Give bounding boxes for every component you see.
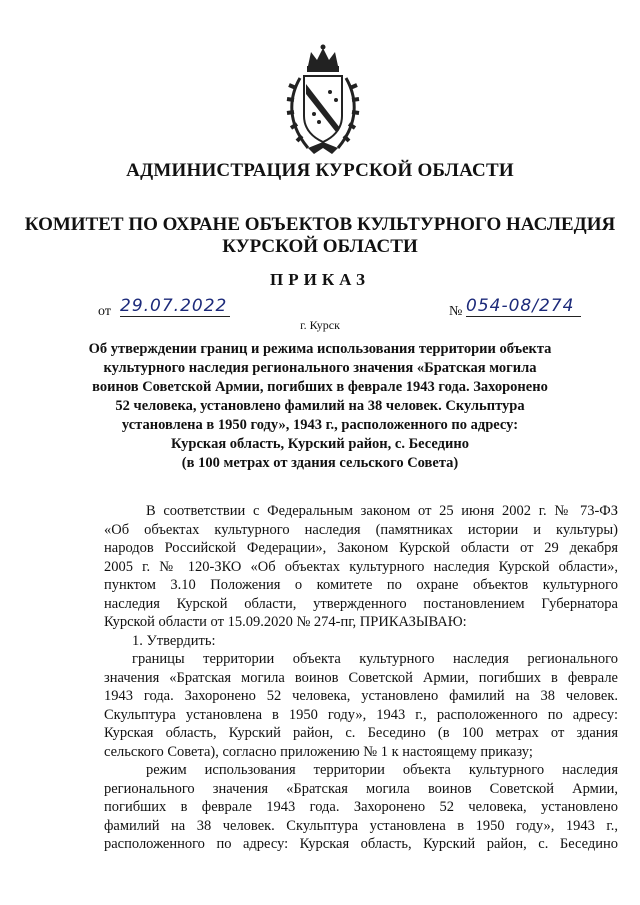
coat-of-arms-icon	[286, 44, 360, 156]
order-number: 054-08/274	[466, 296, 581, 317]
body-line: «Об объектах культурного наследия (памятниках истории и культуры)	[104, 521, 618, 538]
body-line: границы территории объекта культурного наследия регионального	[132, 651, 618, 667]
body-line: наследия Курской области, утвержденного постановлением Губернатора	[104, 595, 618, 612]
order-title-line: воинов Советской Армии, погибших в феврале 1943 года. Захоронено	[92, 379, 548, 395]
body-line: значения «Братская могила воинов Советской Армии, погибших в феврале	[104, 669, 618, 686]
order-title-line: культурного наследия регионального значения «Братская могила	[103, 360, 537, 376]
number-label: №	[449, 304, 463, 319]
committee-title-line: КОМИТЕТ ПО ОХРАНЕ ОБЪЕКТОВ КУЛЬТУРНОГО НАСЛЕДИЯ	[24, 214, 616, 235]
body-line: 1943 года. Захоронено 52 человека, установлено фамилий на 38 человек.	[104, 688, 618, 704]
body-line: регионального значения «Братская могила воинов Советской Армии,	[104, 780, 618, 797]
body-line: 2005 г. № 120-ЗКО «Об объектах культурного наследия Курской области»,	[104, 558, 618, 575]
body-line: пунктом 3.10 Положения о комитете по охране объектов культурного	[104, 577, 618, 593]
body-line: сельского Совета), согласно приложению № 1 к настоящему приказу;	[104, 743, 533, 760]
order-title-line: (в 100 метрах от здания сельского Совета)	[181, 455, 459, 471]
body-line: Скульптура установлена в 1950 году», 1943 г., расположенного по адресу:	[104, 706, 618, 723]
body-line: Курской области от 15.09.2020 № 274-пг, ПРИКАЗЫВАЮ:	[104, 614, 467, 630]
date-value: 29.07.2022	[120, 296, 230, 317]
administration-title: АДМИНИСТРАЦИЯ КУРСКОЙ ОБЛАСТИ	[126, 160, 514, 181]
order-title	[80, 340, 560, 473]
body-line: В соответствии с Федеральным законом от 25 июня 2002 г. № 73-ФЗ	[146, 503, 618, 519]
document-type: ПРИКАЗ	[270, 270, 370, 289]
order-body	[104, 502, 618, 854]
body-line: погибших в феврале 1943 года. Захоронено 52 человека, установлено	[104, 799, 618, 815]
body-line: фамилий на 38 человек. Скульптура установлена в 1950 году», 1943 г.,	[104, 817, 618, 834]
body-line: режим использования территории объекта культурного наследия	[146, 762, 618, 778]
committee-title-line: КУРСКОЙ ОБЛАСТИ	[222, 236, 418, 257]
city: г. Курск	[300, 318, 340, 332]
committee-title	[0, 214, 640, 258]
order-title-line: Об утверждении границ и режима использования территории объекта	[88, 341, 552, 357]
body-line: 1. Утвердить:	[132, 632, 216, 649]
body-line: расположенного по адресу: Курская область, Курский район, с. Беседино	[104, 836, 618, 852]
date-label: от	[98, 304, 111, 319]
order-title-line: установлена в 1950 году», 1943 г., расположенного по адресу:	[121, 417, 519, 433]
body-line: Курская область, Курский район, с. Беседино (в 100 метрах от здания	[104, 725, 618, 741]
body-line: народов Российской Федерации», Законом Курской области от 29 декабря	[104, 540, 618, 556]
order-title-line: Курская область, Курский район, с. Беседино	[171, 436, 469, 452]
order-title-line: 52 человека, установлено фамилий на 38 человек. Скульптура	[115, 398, 525, 414]
